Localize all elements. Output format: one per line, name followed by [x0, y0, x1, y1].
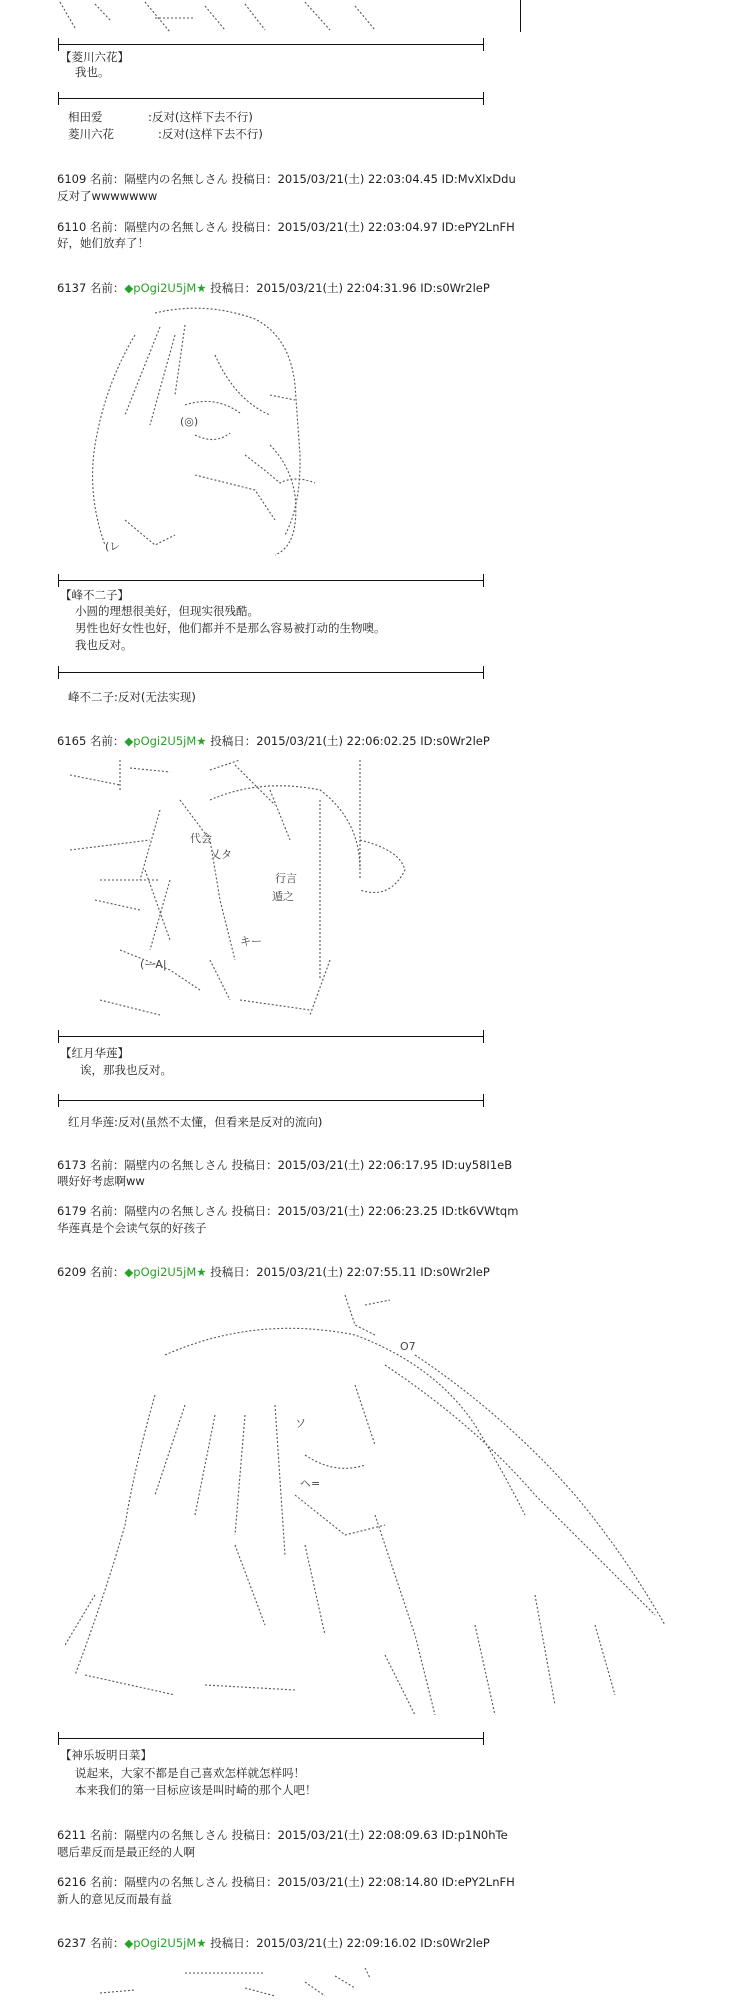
- svg-text:キー: キー: [240, 935, 262, 948]
- aa-text: 乂タ: [210, 848, 232, 861]
- post-header: 6109 名前：隔壁内の名無しさん 投稿日：2015/03/21(土) 22:03:04.45 ID:MvXlxDdu: [57, 172, 516, 186]
- speaker-line: 诶，那我也反对。: [80, 1063, 172, 1077]
- speaker-name: 【菱川六花】: [60, 50, 129, 64]
- post-header: 6216 名前：隔壁内の名無しさん 投稿日：2015/03/21(土) 22:08:14.80 ID:ePY2LnFH: [57, 1875, 515, 1889]
- speaker-line: 我也反对。: [75, 638, 133, 652]
- ascii-art-portrait-asuna: [55, 1295, 665, 1735]
- speaker-line: 我也。: [75, 65, 110, 79]
- post-header: 6211 名前：隔壁内の名無しさん 投稿日：2015/03/21(土) 22:08:09.63 ID:p1N0hTe: [57, 1828, 508, 1842]
- ascii-art-fragment-top: [55, 0, 385, 40]
- aa-text: 遁之: [272, 890, 294, 903]
- post-header: 6173 名前：隔壁内の名無しさん 投稿日：2015/03/21(土) 22:06:17.95 ID:uy58I1eB: [57, 1158, 513, 1172]
- tripcode: ◆pOgi2U5jM: [124, 281, 197, 295]
- vote-line: 红月华莲:反对(虽然不太懂，但看来是反对的流向): [68, 1115, 323, 1129]
- post-body: 新人的意见反而最有益: [57, 1892, 172, 1906]
- svg-text:(ーA|: (ーA|: [140, 958, 167, 971]
- vote-value: :反对(这样下去不行): [148, 110, 253, 124]
- aa-text: 行言: [275, 872, 297, 885]
- speaker-line: 男性也好女性也好，他们都并不是那么容易被打动的生物噢。: [75, 621, 386, 635]
- divider: [58, 580, 484, 581]
- frame-edge: [520, 0, 521, 32]
- post-header: 6179 名前：隔壁内の名無しさん 投稿日：2015/03/21(土) 22:06:23.25 ID:tk6VWtqm: [57, 1204, 519, 1218]
- divider: [58, 1036, 484, 1037]
- post-header: 6110 名前：隔壁内の名無しさん 投稿日：2015/03/21(土) 22:03:04.97 ID:ePY2LnFH: [57, 220, 515, 234]
- star-icon: ★: [196, 734, 207, 748]
- post-header-author: 6209 名前：◆pOgi2U5jM★ 投稿日：2015/03/21(土) 22:07:55.11 ID:s0Wr2leP: [57, 1265, 490, 1279]
- tripcode: ◆pOgi2U5jM: [124, 734, 197, 748]
- divider: [58, 98, 484, 99]
- star-icon: ★: [196, 1936, 207, 1950]
- svg-text:O7: O7: [400, 1340, 416, 1353]
- post-header-author: 6237 名前：◆pOgi2U5jM★ 投稿日：2015/03/21(土) 22:09:16.02 ID:s0Wr2leP: [57, 1936, 490, 1950]
- divider: [58, 1738, 484, 1739]
- speaker-line: 本来我们的第一目标应该是叫时崎的那个人吧！: [75, 1783, 317, 1797]
- post-header-author: 6137 名前：◆pOgi2U5jM★ 投稿日：2015/03/21(土) 22:04:31.96 ID:s0Wr2leP: [57, 281, 490, 295]
- star-icon: ★: [196, 1265, 207, 1279]
- tripcode: ◆pOgi2U5jM: [124, 1936, 197, 1950]
- speaker-name: 【峰不二子】: [60, 588, 129, 602]
- vote-name: 菱川六花: [68, 127, 114, 141]
- svg-text:(◎): (◎): [180, 415, 199, 428]
- post-body: 反对了wwwwwww: [57, 189, 158, 203]
- vote-value: :反对(这样下去不行): [158, 127, 263, 141]
- ascii-art-fragment-bottom: [95, 1968, 395, 1998]
- speaker-name: 【神乐坂明日菜】: [60, 1748, 152, 1762]
- tripcode: ◆pOgi2U5jM: [124, 1265, 197, 1279]
- post-body: 喂好好考虑啊ww: [57, 1174, 145, 1188]
- ascii-art-portrait-karen: [60, 760, 420, 1030]
- post-body: 好，她们放弃了！: [57, 236, 149, 250]
- divider: [58, 44, 484, 45]
- svg-text:(レ: (レ: [105, 540, 121, 553]
- ascii-art-portrait-fujiko: [65, 305, 325, 570]
- post-body: 嗯后辈反而是最正经的人啊: [57, 1845, 195, 1859]
- svg-text:ソ: ソ: [295, 1417, 306, 1430]
- post-header-author: 6165 名前：◆pOgi2U5jM★ 投稿日：2015/03/21(土) 22:06:02.25 ID:s0Wr2leP: [57, 734, 490, 748]
- post-body: 华莲真是个会读气氛的好孩子: [57, 1221, 207, 1235]
- speaker-line: 小圆的理想很美好，但现实很残酷。: [75, 604, 259, 618]
- aa-text: 代会: [190, 832, 212, 845]
- vote-line: 峰不二子:反对(无法实现): [68, 690, 196, 704]
- speaker-name: 【红月华莲】: [60, 1046, 129, 1060]
- divider: [58, 672, 484, 673]
- speaker-line: 说起来，大家不都是自己喜欢怎样就怎样吗！: [75, 1766, 305, 1780]
- vote-name: 相田爱: [68, 110, 103, 124]
- svg-text:ヘ=: ヘ=: [300, 1477, 321, 1490]
- divider: [58, 1100, 484, 1101]
- star-icon: ★: [196, 281, 207, 295]
